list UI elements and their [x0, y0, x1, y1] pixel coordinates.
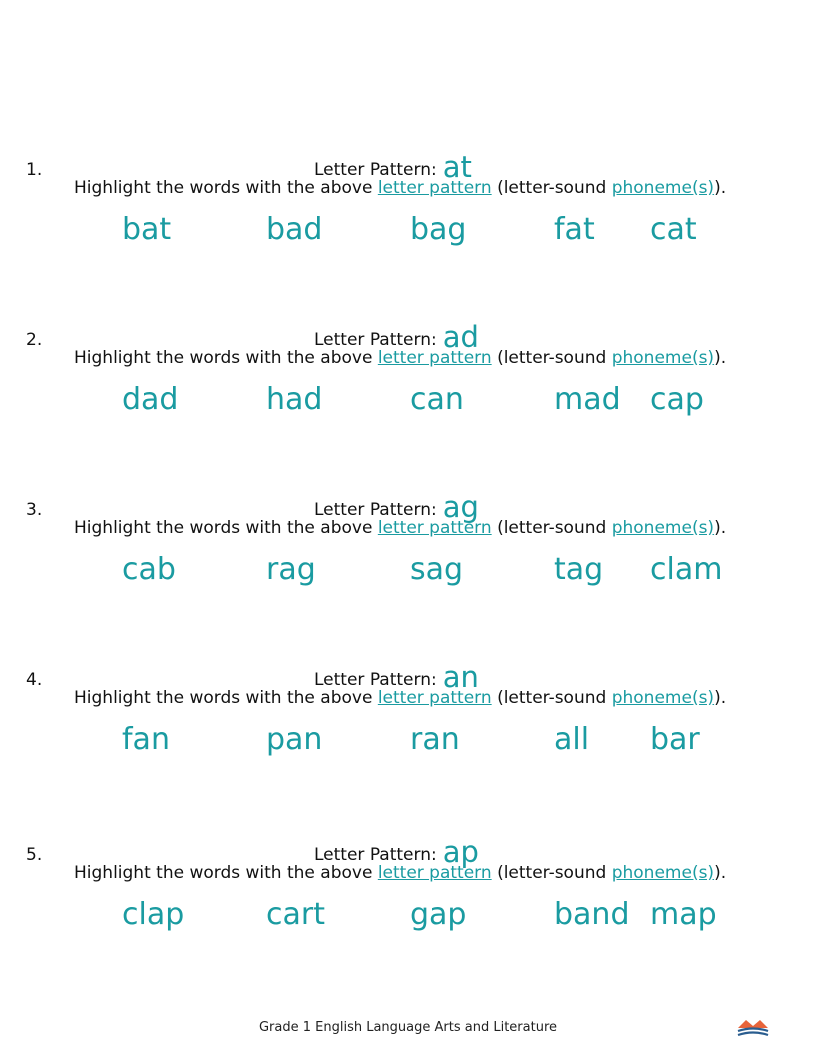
- word-item[interactable]: all: [554, 722, 590, 757]
- instruction-text: (letter-sound: [497, 348, 607, 368]
- word-item[interactable]: rag: [266, 552, 316, 587]
- word-item[interactable]: tag: [554, 552, 604, 587]
- word-row: [0, 722, 816, 772]
- word-item[interactable]: bad: [266, 212, 323, 247]
- footer-text: Grade 1 English Language Arts and Literature: [258, 1020, 558, 1035]
- instruction: [74, 348, 726, 368]
- word-item[interactable]: bag: [410, 212, 467, 247]
- exercise-number: 4.: [26, 670, 43, 690]
- word-item[interactable]: fat: [554, 212, 595, 247]
- word-item[interactable]: clam: [650, 552, 723, 587]
- pattern-value: ap: [442, 835, 479, 869]
- pattern-prefix: Letter Pattern:: [314, 500, 437, 520]
- word-row: [0, 212, 816, 262]
- word-item[interactable]: clap: [122, 897, 185, 932]
- word-item[interactable]: bar: [650, 722, 700, 757]
- pattern-value: ad: [442, 320, 479, 354]
- pattern-prefix: Letter Pattern:: [314, 160, 437, 180]
- instruction-text: (letter-sound: [497, 688, 607, 708]
- book-logo-icon: [736, 1016, 770, 1038]
- instruction-text: ).: [714, 688, 727, 708]
- exercise-4: [0, 660, 816, 800]
- pattern-value: at: [442, 150, 472, 184]
- exercise-3: [0, 490, 816, 630]
- word-item[interactable]: sag: [410, 552, 464, 587]
- pattern-prefix: Letter Pattern:: [314, 670, 437, 690]
- phoneme-link[interactable]: phoneme(s): [611, 688, 715, 708]
- instruction: [74, 518, 726, 538]
- instruction-text: Highlight the words with the above: [74, 348, 373, 368]
- letter-pattern-link[interactable]: letter pattern: [377, 688, 492, 708]
- instruction: [74, 863, 726, 883]
- word-row: [0, 382, 816, 432]
- exercise-number: 5.: [26, 845, 43, 865]
- exercise-number: 3.: [26, 500, 43, 520]
- pattern-prefix: Letter Pattern:: [314, 845, 437, 865]
- word-item[interactable]: cab: [122, 552, 176, 587]
- instruction-text: (letter-sound: [497, 178, 607, 198]
- exercise-1: [0, 150, 816, 290]
- word-item[interactable]: band: [554, 897, 630, 932]
- word-item[interactable]: bat: [122, 212, 172, 247]
- pattern-value: ag: [442, 490, 479, 524]
- word-row: [0, 552, 816, 602]
- word-item[interactable]: map: [650, 897, 717, 932]
- instruction-text: (letter-sound: [497, 863, 607, 883]
- phoneme-link[interactable]: phoneme(s): [611, 863, 715, 883]
- instruction-text: Highlight the words with the above: [74, 178, 373, 198]
- word-item[interactable]: cart: [266, 897, 325, 932]
- letter-pattern-link[interactable]: letter pattern: [377, 178, 492, 198]
- phoneme-link[interactable]: phoneme(s): [611, 348, 715, 368]
- word-item[interactable]: ran: [410, 722, 460, 757]
- word-row: [0, 897, 816, 947]
- word-item[interactable]: cap: [650, 382, 704, 417]
- word-item[interactable]: pan: [266, 722, 323, 757]
- word-item[interactable]: can: [410, 382, 464, 417]
- letter-pattern-link[interactable]: letter pattern: [377, 348, 492, 368]
- pattern-value: an: [442, 660, 479, 694]
- instruction: [74, 688, 726, 708]
- instruction-text: Highlight the words with the above: [74, 688, 373, 708]
- phoneme-link[interactable]: phoneme(s): [611, 518, 715, 538]
- word-item[interactable]: cat: [650, 212, 697, 247]
- word-item[interactable]: mad: [554, 382, 621, 417]
- exercise-number: 1.: [26, 160, 43, 180]
- exercise-number: 2.: [26, 330, 43, 350]
- word-item[interactable]: fan: [122, 722, 170, 757]
- phoneme-link[interactable]: phoneme(s): [611, 178, 715, 198]
- instruction-text: Highlight the words with the above: [74, 863, 373, 883]
- letter-pattern-link[interactable]: letter pattern: [377, 518, 492, 538]
- instruction-text: ).: [714, 518, 727, 538]
- word-item[interactable]: dad: [122, 382, 179, 417]
- instruction: [74, 178, 726, 198]
- letter-pattern-link[interactable]: letter pattern: [377, 863, 492, 883]
- exercise-5: [0, 835, 816, 975]
- exercise-2: [0, 320, 816, 460]
- instruction-text: ).: [714, 348, 727, 368]
- instruction-text: ).: [714, 863, 727, 883]
- instruction-text: Highlight the words with the above: [74, 518, 373, 538]
- pattern-prefix: Letter Pattern:: [314, 330, 437, 350]
- word-item[interactable]: had: [266, 382, 323, 417]
- instruction-text: ).: [714, 178, 727, 198]
- word-item[interactable]: gap: [410, 897, 467, 932]
- instruction-text: (letter-sound: [497, 518, 607, 538]
